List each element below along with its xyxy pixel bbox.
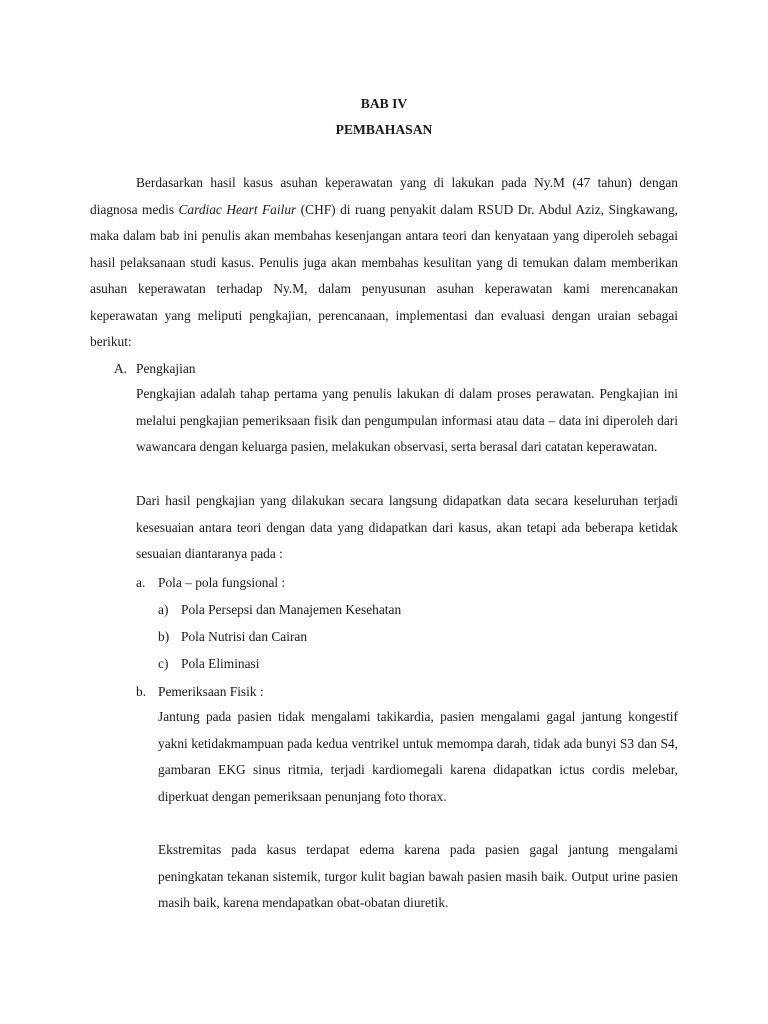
subitem-label: Pola Eliminasi [181, 656, 260, 671]
pengkajian-paragraph-2: Dari hasil pengkajian yang dilakukan secara langsung didapatkan data secara keseluruhan terjadi kesesuaian antara teori dengan data yang didapatkan dari kasus, akan tetapi ada beberapa ketidak sesuaian diantaranya pada : [136, 493, 678, 561]
chapter-title: PEMBAHASAN [335, 122, 433, 137]
intro-text-2: (CHF) di ruang penyakit dalam RSUD Dr. Abdul Aziz, Singkawang, maka dalam bab ini penulis akan membahas kesenjangan antara teori dan kenyataan yang diperoleh sebagai hasil pelaksanaan studi kasus. Penulis juga akan membahas kesulitan yang di temukan dalam memberikan asuhan keperawatan terhadap Ny.M, dalam penyusunan asuhan keperawatan kami merencanakan keperawatan yang meliputi pengkajian, perencanaan, implementasi dan evaluasi dengan uraian sebagai berikut: [90, 201, 678, 349]
section-a-title: Pengkajian [136, 361, 196, 376]
intro-paragraph [90, 170, 678, 356]
subitem-label: Pola Nutrisi dan Cairan [181, 629, 308, 644]
item-a-title: Pola – pola fungsional : [158, 575, 286, 590]
jantung-paragraph: Jantung pada pasien tidak mengalami takikardia, pasien mengalami gagal jantung kongestif yakni ketidakmampuan pada kedua ventrikel untuk memompa darah, tidak ada bunyi S3 dan S4, gambaran EKG sinus ritmia, terjadi kardiomegali karena didapatkan ictus cordis melebar, diperkuat dengan pemeriksaan penunjang foto thorax. [158, 709, 678, 804]
subitem-marker: a) [158, 602, 169, 617]
item-b-marker: b. [136, 684, 147, 699]
diagnosis-term: Cardiac Heart Failur [178, 201, 297, 217]
subitem-marker: c) [158, 656, 169, 671]
section-a-marker: A. [114, 361, 128, 376]
pengkajian-paragraph-1: Pengkajian adalah tahap pertama yang penulis lakukan di dalam proses perawatan. Pengkajian ini melalui pengkajian pemeriksaan fisik dan pengumpulan informasi atau data – data ini diperoleh dari wawancara dengan keluarga pasien, melakukan observasi, serta berasal dari catatan keperawatan. [136, 386, 678, 454]
subitem-label: Pola Persepsi dan Manajemen Kesehatan [181, 602, 402, 617]
item-b-title: Pemeriksaan Fisik : [158, 684, 264, 699]
item-a-marker: a. [136, 575, 146, 590]
ekstremitas-paragraph: Ekstremitas pada kasus terdapat edema karena pada pasien gagal jantung mengalami peningkatan tekanan sistemik, turgor kulit bagian bawah pasien masih baik. Output urine pasien masih baik, karena mendapatkan obat-obatan diuretik. [158, 842, 678, 910]
intro-text-1: Berdasarkan hasil kasus asuhan keperawatan yang di lakukan pada Ny.M (47 tahun) dengan diagnosa medis [90, 175, 678, 217]
chapter-heading: BAB IV [360, 96, 408, 111]
subitem-marker: b) [158, 629, 170, 644]
